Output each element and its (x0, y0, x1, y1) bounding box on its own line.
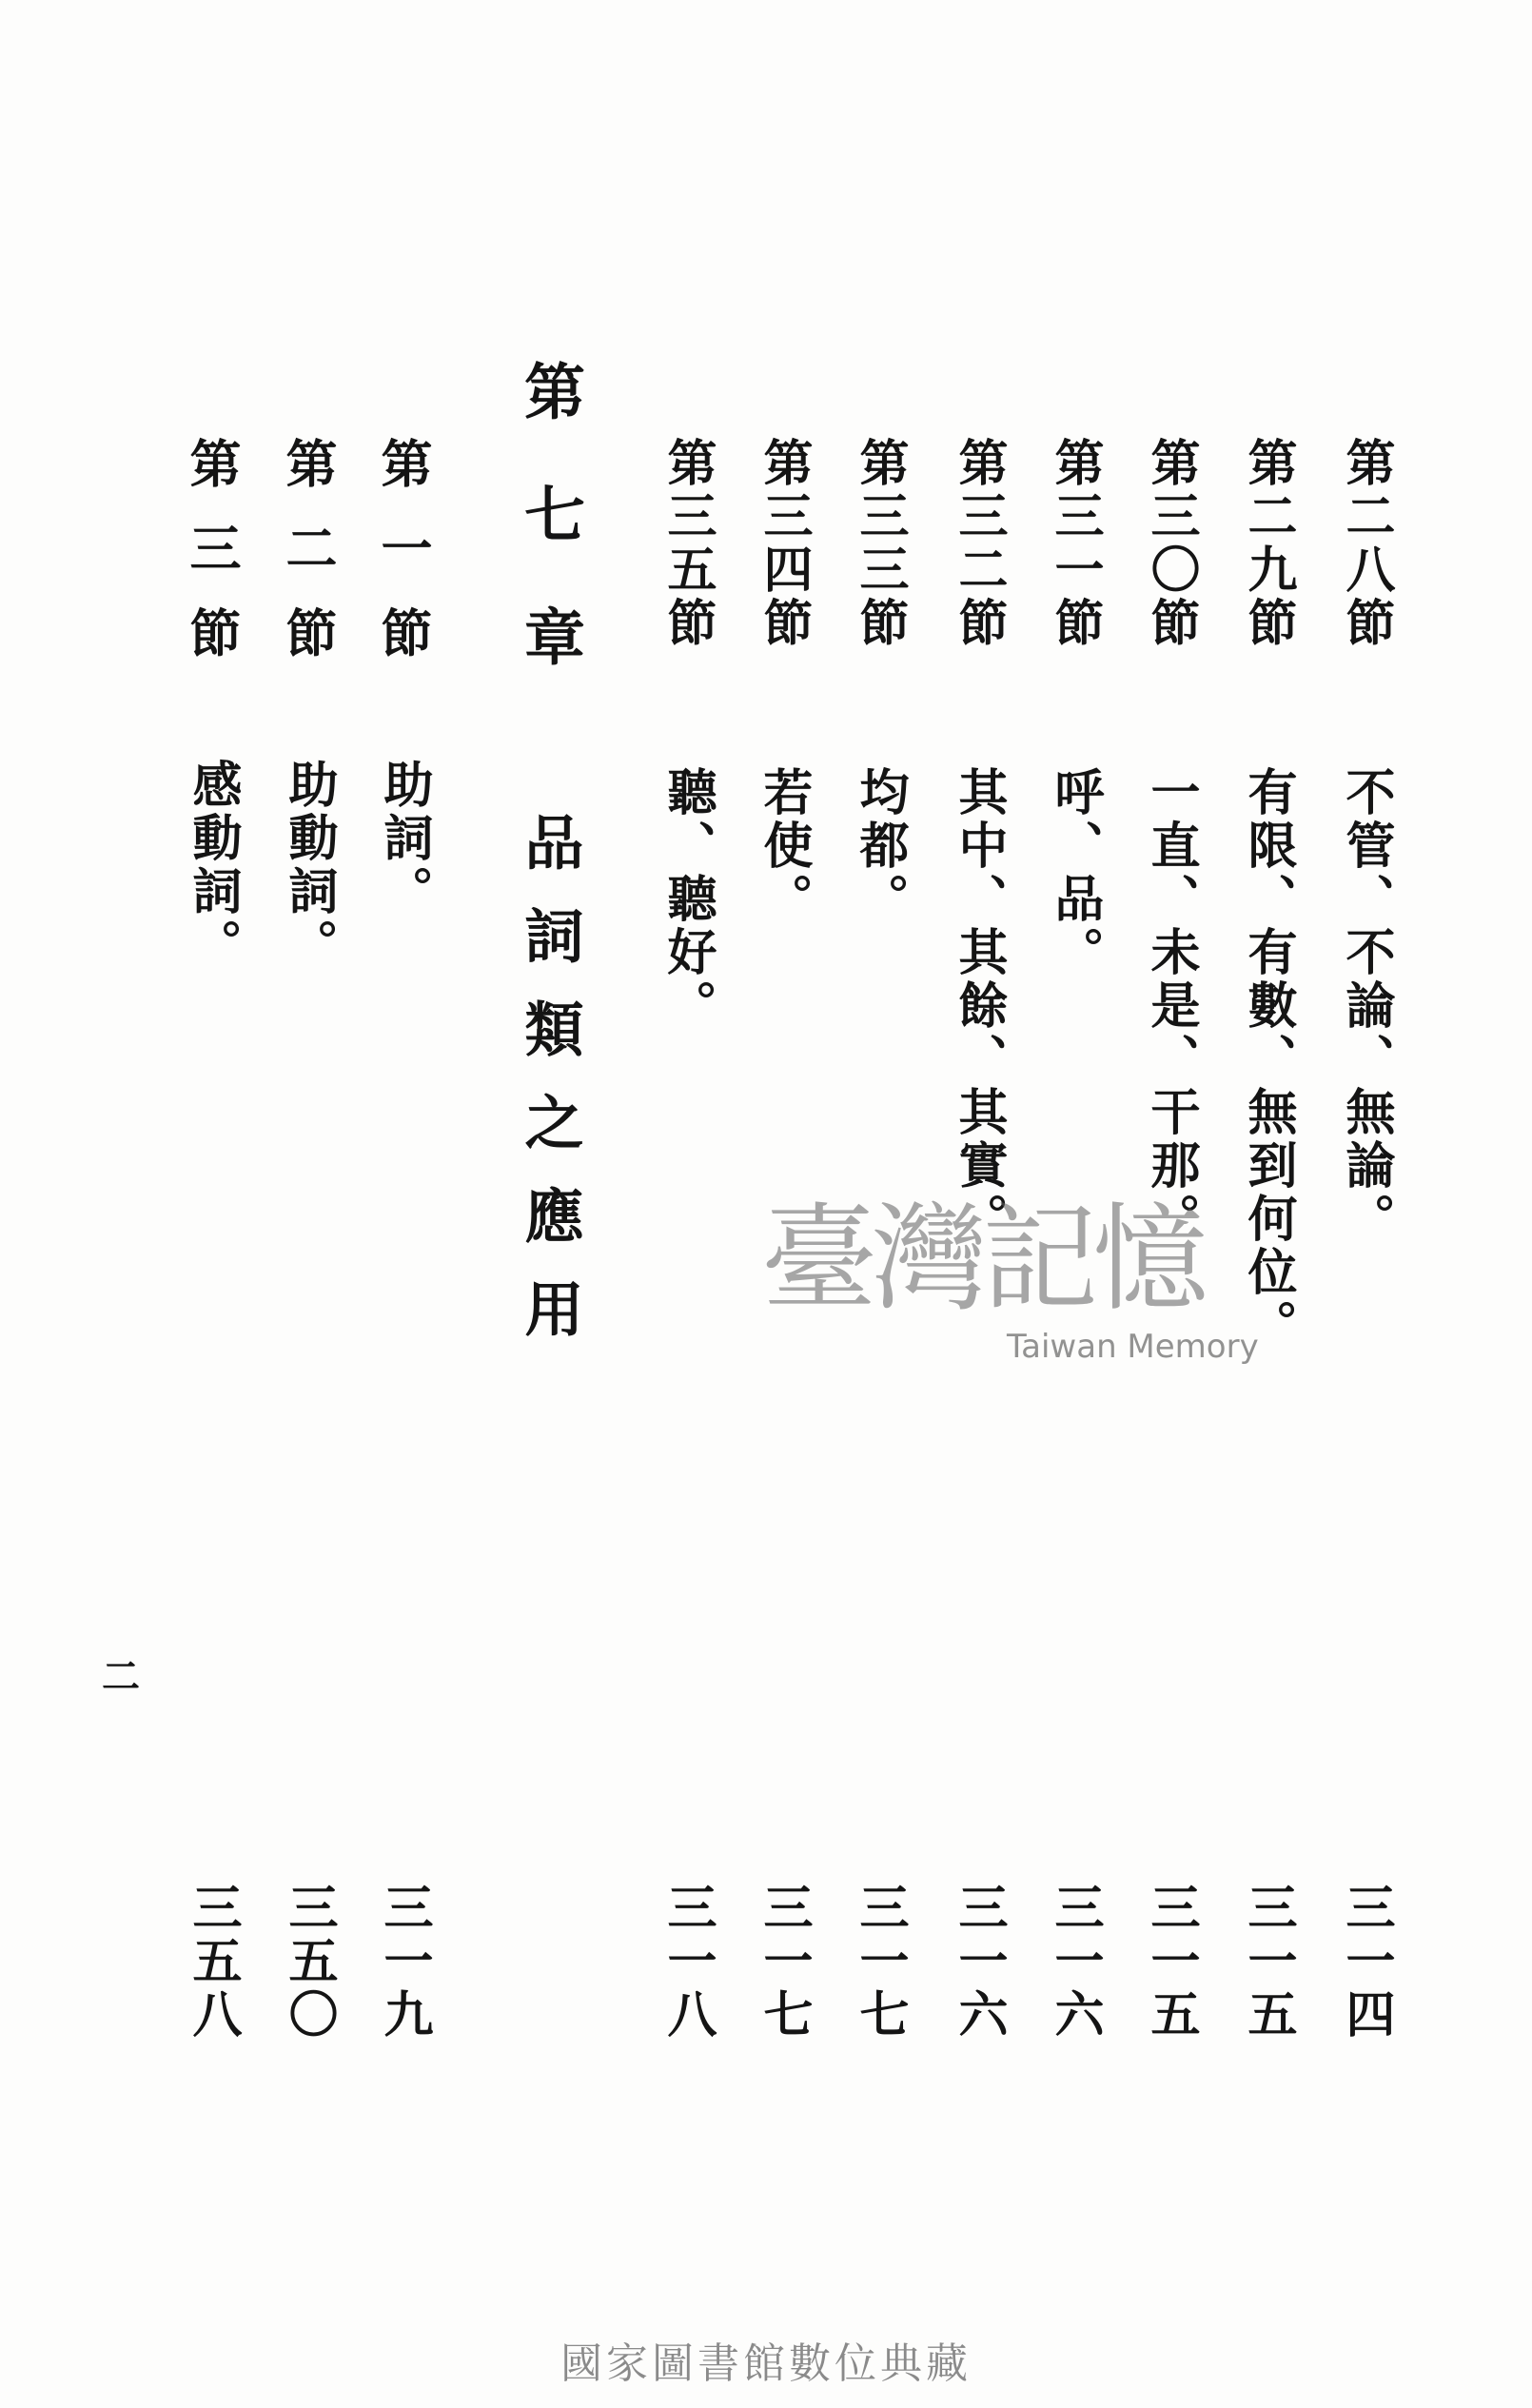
section-topic: 呼、品。 (1046, 766, 1104, 979)
section-page-number: 三五〇 (280, 1882, 338, 2042)
section-heading: 第二八節 (1337, 437, 1395, 650)
section-topic: 若使。 (755, 766, 813, 926)
section-topic: 一直、未是、干那。 (1142, 766, 1200, 1246)
section-topic: 其中、其餘、其實。 (950, 766, 1008, 1246)
section-page-number: 三一八 (658, 1882, 717, 2042)
section-page-number: 三一六 (950, 1882, 1008, 2042)
chapter-heading: 第七章 (514, 360, 585, 728)
section-topic: 有限、有數、無到何位。 (1239, 766, 1297, 1352)
chapter-title: 品詞類之應用 (515, 812, 584, 1372)
section-topic: 不管、不論、無論。 (1337, 766, 1395, 1246)
section-page-number: 三五八 (184, 1882, 242, 2042)
section-heading: 第三節 (182, 437, 243, 691)
footer-credit: 國家圖書館數位典藏 (560, 2339, 972, 2388)
section-page-number: 三一四 (1337, 1882, 1395, 2042)
section-page-number: 三一五 (1239, 1882, 1297, 2042)
section-heading: 第二節 (278, 437, 339, 691)
watermark-logo: 臺灣記憶 (761, 1192, 1203, 1327)
section-topic: 聽、聽好。 (658, 766, 717, 1033)
folio-number: 二 (102, 1654, 140, 1699)
section-topic: 感動詞。 (184, 759, 242, 972)
section-topic: 助動詞。 (280, 759, 338, 972)
section-heading: 第三〇節 (1142, 437, 1200, 650)
section-heading: 第三四節 (755, 437, 813, 650)
section-page-number: 三一六 (1046, 1882, 1104, 2042)
section-page-number: 三一九 (375, 1882, 433, 2042)
section-heading: 第三二節 (950, 437, 1008, 650)
section-topic: 均都。 (851, 766, 909, 926)
section-page-number: 三一七 (851, 1882, 909, 2042)
section-heading: 第三五節 (658, 437, 717, 650)
section-page-number: 三一七 (755, 1882, 813, 2042)
section-page-number: 三一五 (1142, 1882, 1200, 2042)
section-heading: 第二九節 (1239, 437, 1297, 650)
section-heading: 第三一節 (1046, 437, 1104, 650)
watermark-caption: Taiwan Memory (1007, 1328, 1259, 1366)
section-topic: 助詞。 (375, 759, 433, 918)
section-heading: 第一節 (373, 437, 434, 691)
section-heading: 第三三節 (851, 437, 909, 650)
